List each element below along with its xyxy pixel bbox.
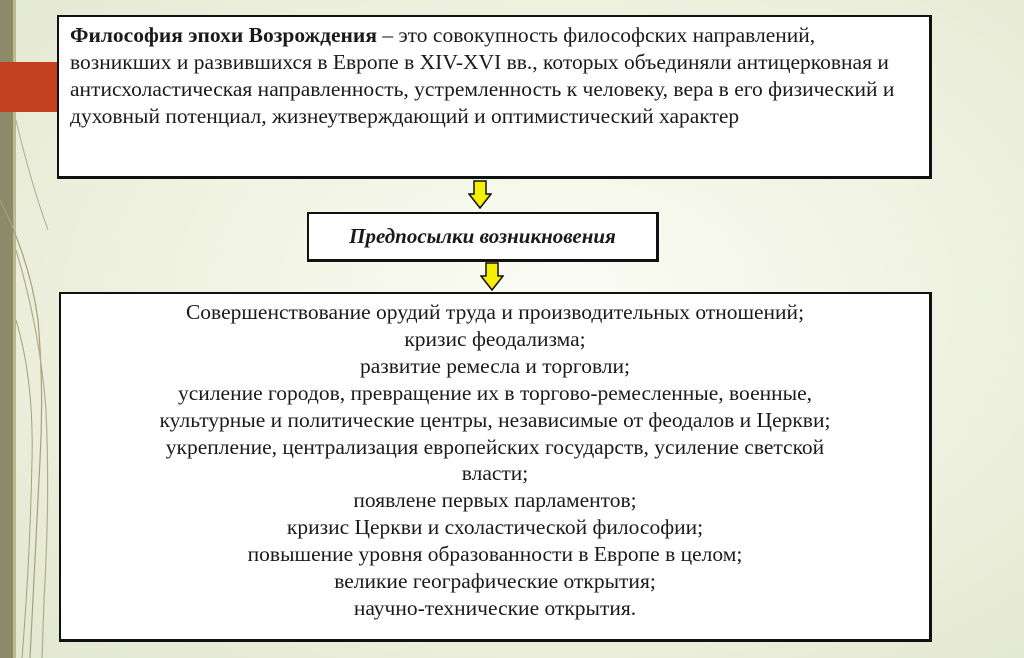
definition-term: Философия эпохи Возрождения [70,23,377,47]
prerequisites-heading: Предпосылки возникновения [307,212,659,262]
list-item: великие географические открытия; [334,569,656,594]
prerequisites-list [59,292,932,642]
list-item: усиление городов, превращение их в торгово-ремесленные, военные, [178,380,812,405]
definition-box [57,15,932,179]
list-item: кризис Церкви и схоластической философии; [286,515,704,540]
list-item: появлене первых парламентов; [353,488,637,513]
list-item: власти; [461,461,529,486]
definition-text: – это совокупность философских направлений, возникших и развившихся в Европе в XIV-XVI вв., которых объединяли антицерковная и антисхоластическая направленность, устремленность к человеку, вера в его физический и духовный потенциал, жизнеутверждающий и оптимистический характер [70,23,895,128]
list-item: научно-технические открытия. [353,595,637,620]
accent-tab [0,62,58,112]
list-item: повышение уровня образованности в Европе в целом; [247,542,743,567]
list-item: развитие ремесла и торговли; [359,353,631,378]
list-item: кризис феодализма; [404,326,586,351]
arrow-down-icon [480,262,504,292]
list-item: культурные и политические центры, независимые от феодалов и Церкви; [159,407,831,432]
list-item: Совершенствование орудий труда и производительных отношений; [185,300,805,324]
arrow-down-icon [468,180,492,210]
list-item: укрепление, централизация европейских государств, усиление светской [165,434,825,459]
